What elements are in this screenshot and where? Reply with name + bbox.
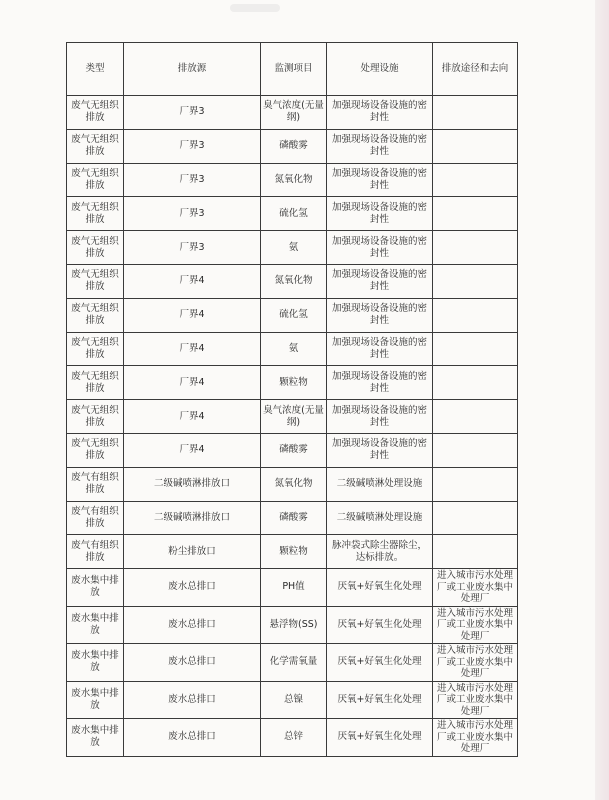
table-row xyxy=(67,163,518,197)
cell-item: 氮氧化物 xyxy=(261,467,327,501)
cell-item: 化学需氧量 xyxy=(261,644,327,682)
cell-source: 粉尘排放口 xyxy=(124,535,261,569)
table-row xyxy=(67,332,518,366)
cell-source: 厂界4 xyxy=(124,264,261,298)
emission-monitoring-table xyxy=(66,42,518,757)
cell-item: 氨 xyxy=(261,332,327,366)
cell-type: 废水集中排放 xyxy=(67,569,124,607)
cell-route xyxy=(433,231,518,265)
cell-facility: 加强现场设备设施的密封性 xyxy=(327,332,433,366)
table-row xyxy=(67,719,518,757)
table-row xyxy=(67,96,518,130)
cell-facility: 加强现场设备设施的密封性 xyxy=(327,298,433,332)
cell-type: 废气无组织排放 xyxy=(67,163,124,197)
cell-type: 废水集中排放 xyxy=(67,681,124,719)
cell-item: 磷酸雾 xyxy=(261,501,327,535)
cell-route: 进入城市污水处理厂或工业废水集中处理厂 xyxy=(433,606,518,644)
cell-source: 废水总排口 xyxy=(124,644,261,682)
cell-route xyxy=(433,535,518,569)
cell-item: 氮氧化物 xyxy=(261,264,327,298)
cell-item: 硫化氢 xyxy=(261,197,327,231)
cell-type: 废气无组织排放 xyxy=(67,366,124,400)
cell-route xyxy=(433,366,518,400)
cell-item: 氮氧化物 xyxy=(261,163,327,197)
scan-smudge xyxy=(230,4,280,12)
table-row xyxy=(67,501,518,535)
cell-route xyxy=(433,400,518,434)
cell-type: 废气无组织排放 xyxy=(67,433,124,467)
cell-item: 磷酸雾 xyxy=(261,433,327,467)
cell-source: 二级碱喷淋排放口 xyxy=(124,501,261,535)
table-row xyxy=(67,681,518,719)
cell-facility: 加强现场设备设施的密封性 xyxy=(327,400,433,434)
cell-route xyxy=(433,197,518,231)
table-row xyxy=(67,264,518,298)
table-row xyxy=(67,569,518,607)
cell-source: 厂界3 xyxy=(124,129,261,163)
cell-facility: 加强现场设备设施的密封性 xyxy=(327,96,433,130)
table-row xyxy=(67,231,518,265)
cell-route xyxy=(433,332,518,366)
cell-facility: 脉冲袋式除尘器除尘，达标排放。 xyxy=(327,535,433,569)
cell-source: 厂界3 xyxy=(124,96,261,130)
cell-type: 废气无组织排放 xyxy=(67,197,124,231)
cell-type: 废水集中排放 xyxy=(67,606,124,644)
cell-source: 废水总排口 xyxy=(124,606,261,644)
cell-type: 废气无组织排放 xyxy=(67,400,124,434)
table-row xyxy=(67,129,518,163)
cell-source: 废水总排口 xyxy=(124,719,261,757)
cell-source: 厂界3 xyxy=(124,163,261,197)
cell-facility: 厌氧+好氧生化处理 xyxy=(327,681,433,719)
cell-facility: 厌氧+好氧生化处理 xyxy=(327,644,433,682)
cell-source: 厂界3 xyxy=(124,197,261,231)
cell-type: 废水集中排放 xyxy=(67,719,124,757)
cell-type: 废气无组织排放 xyxy=(67,332,124,366)
cell-type: 废气无组织排放 xyxy=(67,129,124,163)
cell-type: 废气无组织排放 xyxy=(67,96,124,130)
header-facility: 处理设施 xyxy=(327,43,433,96)
cell-item: 磷酸雾 xyxy=(261,129,327,163)
cell-facility: 二级碱喷淋处理设施 xyxy=(327,501,433,535)
header-source: 排放源 xyxy=(124,43,261,96)
header-item: 监测项目 xyxy=(261,43,327,96)
cell-facility: 加强现场设备设施的密封性 xyxy=(327,163,433,197)
cell-route xyxy=(433,501,518,535)
cell-facility: 二级碱喷淋处理设施 xyxy=(327,467,433,501)
cell-facility: 加强现场设备设施的密封性 xyxy=(327,231,433,265)
cell-source: 厂界4 xyxy=(124,400,261,434)
cell-facility: 加强现场设备设施的密封性 xyxy=(327,197,433,231)
cell-item: 总镍 xyxy=(261,681,327,719)
cell-route xyxy=(433,129,518,163)
cell-item: 臭气浓度(无量纲) xyxy=(261,400,327,434)
table-row xyxy=(67,467,518,501)
cell-type: 废气无组织排放 xyxy=(67,264,124,298)
cell-route: 进入城市污水处理厂或工业废水集中处理厂 xyxy=(433,681,518,719)
cell-route xyxy=(433,96,518,130)
cell-item: 颗粒物 xyxy=(261,366,327,400)
cell-route xyxy=(433,264,518,298)
cell-source: 厂界3 xyxy=(124,231,261,265)
table-row xyxy=(67,366,518,400)
table-body xyxy=(67,96,518,757)
cell-type: 废气有组织排放 xyxy=(67,535,124,569)
cell-type: 废水集中排放 xyxy=(67,644,124,682)
cell-item: 臭气浓度(无量纲) xyxy=(261,96,327,130)
cell-facility: 厌氧+好氧生化处理 xyxy=(327,606,433,644)
cell-source: 二级碱喷淋排放口 xyxy=(124,467,261,501)
cell-item: 颗粒物 xyxy=(261,535,327,569)
cell-type: 废气无组织排放 xyxy=(67,298,124,332)
cell-type: 废气有组织排放 xyxy=(67,467,124,501)
cell-facility: 厌氧+好氧生化处理 xyxy=(327,569,433,607)
cell-source: 废水总排口 xyxy=(124,681,261,719)
table-row xyxy=(67,298,518,332)
table-row xyxy=(67,400,518,434)
cell-route: 进入城市污水处理厂或工业废水集中处理厂 xyxy=(433,569,518,607)
cell-route: 进入城市污水处理厂或工业废水集中处理厂 xyxy=(433,719,518,757)
cell-source: 厂界4 xyxy=(124,298,261,332)
cell-source: 厂界4 xyxy=(124,366,261,400)
cell-source: 厂界4 xyxy=(124,332,261,366)
header-route: 排放途径和去向 xyxy=(433,43,518,96)
table-row xyxy=(67,644,518,682)
cell-facility: 加强现场设备设施的密封性 xyxy=(327,129,433,163)
cell-type: 废气无组织排放 xyxy=(67,231,124,265)
cell-item: PH值 xyxy=(261,569,327,607)
cell-facility: 加强现场设备设施的密封性 xyxy=(327,433,433,467)
cell-type: 废气有组织排放 xyxy=(67,501,124,535)
cell-route xyxy=(433,467,518,501)
cell-route xyxy=(433,433,518,467)
header-type: 类型 xyxy=(67,43,124,96)
cell-item: 悬浮物(SS) xyxy=(261,606,327,644)
table-row xyxy=(67,433,518,467)
cell-route xyxy=(433,298,518,332)
cell-item: 总锌 xyxy=(261,719,327,757)
table-header-row xyxy=(67,43,518,96)
cell-route xyxy=(433,163,518,197)
cell-source: 废水总排口 xyxy=(124,569,261,607)
cell-source: 厂界4 xyxy=(124,433,261,467)
cell-facility: 加强现场设备设施的密封性 xyxy=(327,264,433,298)
table-row xyxy=(67,606,518,644)
cell-item: 硫化氢 xyxy=(261,298,327,332)
cell-facility: 加强现场设备设施的密封性 xyxy=(327,366,433,400)
cell-facility: 厌氧+好氧生化处理 xyxy=(327,719,433,757)
page-edge-shadow xyxy=(595,0,609,800)
table-row xyxy=(67,535,518,569)
table-row xyxy=(67,197,518,231)
cell-route: 进入城市污水处理厂或工业废水集中处理厂 xyxy=(433,644,518,682)
cell-item: 氨 xyxy=(261,231,327,265)
